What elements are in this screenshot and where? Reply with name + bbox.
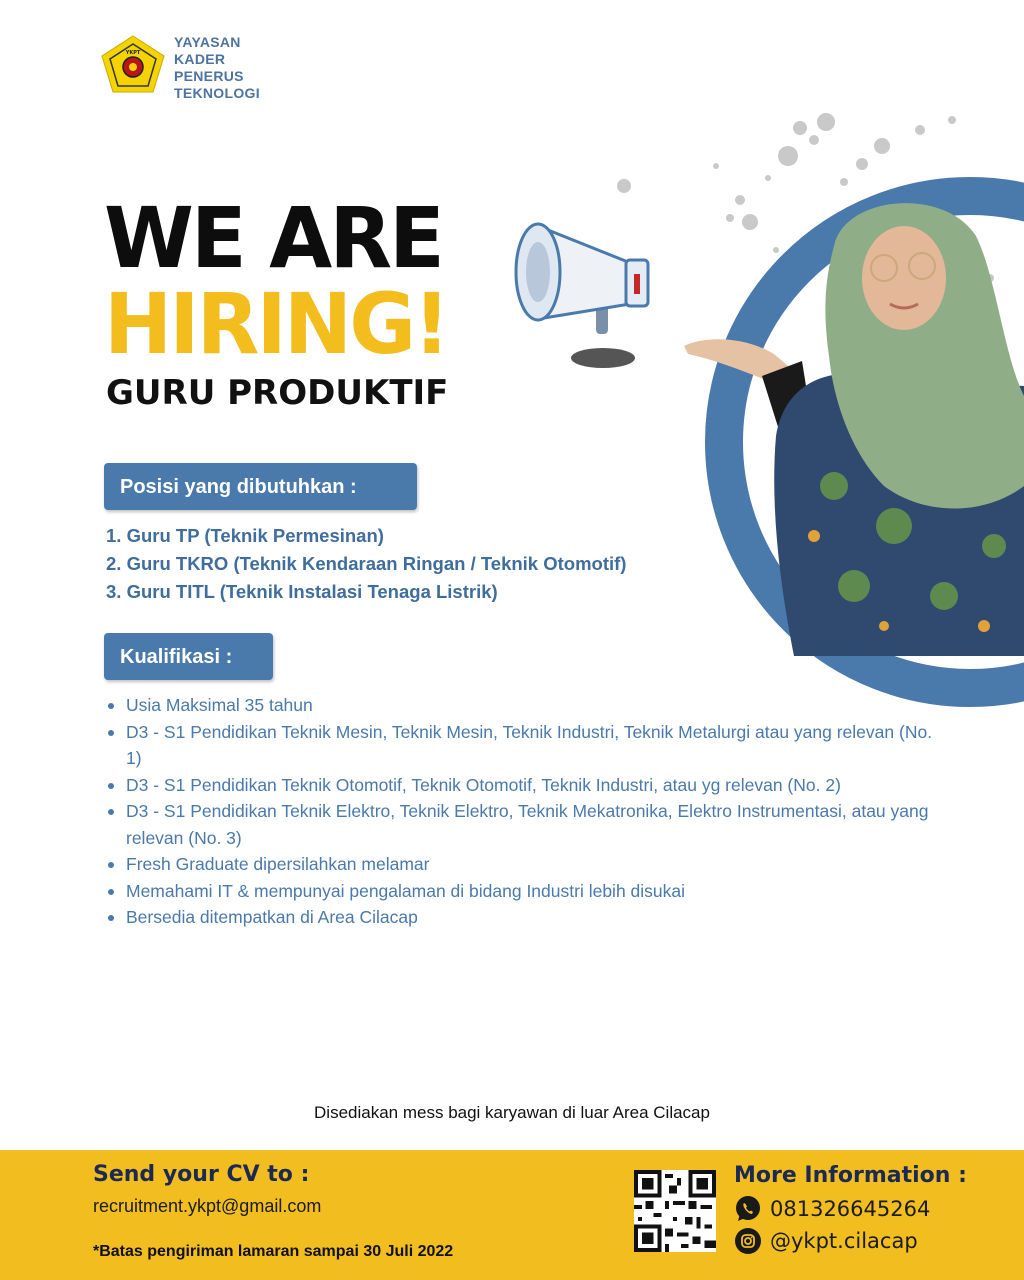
ykpt-logo-icon	[100, 34, 166, 94]
instagram-contact[interactable]	[734, 1227, 918, 1255]
position-item: 1. Guru TP (Teknik Permesinan)	[106, 525, 384, 546]
qualifications-heading: Kualifikasi :	[104, 633, 273, 680]
positions-heading: Posisi yang dibutuhkan :	[104, 463, 417, 510]
phone-number: 081326645264	[770, 1196, 931, 1221]
headline-line-1: WE ARE	[104, 189, 442, 287]
qualification-item: Usia Maksimal 35 tahun	[106, 692, 936, 719]
qualification-item: Fresh Graduate dipersilahkan melamar	[106, 851, 936, 878]
positions-list	[106, 522, 626, 606]
org-name-line: YAYASAN	[174, 34, 241, 50]
org-name-line: KADER	[174, 51, 226, 67]
application-deadline: *Batas pengiriman lamaran sampai 30 Juli 2022	[93, 1243, 454, 1260]
qualifications-list	[106, 692, 936, 931]
org-name-line: PENERUS	[174, 68, 244, 84]
headline-line-2: HIRING!	[104, 275, 448, 373]
organization-name	[174, 34, 260, 102]
recruitment-email-link[interactable]: recruitment.ykpt@gmail.com	[93, 1196, 322, 1216]
housing-note: Disediakan mess bagi karyawan di luar Area Cilacap	[314, 1103, 710, 1122]
send-cv-title: Send your CV to :	[93, 1162, 310, 1187]
qualification-item: Bersedia ditempatkan di Area Cilacap	[106, 904, 936, 931]
qualification-item: D3 - S1 Pendidikan Teknik Otomotif, Teknik Otomotif, Teknik Industri, atau yg relevan (No. 2)	[106, 772, 936, 799]
org-name-line: TEKNOLOGI	[174, 85, 260, 101]
qualification-item: Memahami IT & mempunyai pengalaman di bidang Industri lebih disukai	[106, 878, 936, 905]
svg-text:YKPT: YKPT	[125, 50, 141, 56]
woman-in-hijab-photo	[684, 186, 1024, 656]
instagram-icon	[734, 1227, 762, 1255]
qualification-item: D3 - S1 Pendidikan Teknik Mesin, Teknik Mesin, Teknik Industri, Teknik Metalurgi atau yang relevan (No. 1)	[106, 719, 936, 772]
megaphone-icon	[508, 196, 658, 376]
instagram-handle: @ykpt.cilacap	[770, 1228, 918, 1253]
whatsapp-icon	[734, 1195, 762, 1223]
headline-subtitle: GURU PRODUKTIF	[106, 373, 449, 413]
phone-contact[interactable]	[734, 1195, 930, 1223]
position-item: 3. Guru TITL (Teknik Instalasi Tenaga Listrik)	[106, 581, 498, 602]
more-information-title: More Information :	[734, 1163, 967, 1188]
position-item: 2. Guru TKRO (Teknik Kendaraan Ringan / Teknik Otomotif)	[106, 553, 627, 574]
qualification-item: D3 - S1 Pendidikan Teknik Elektro, Teknik Elektro, Teknik Mekatronika, Elektro Instrumentasi, atau yang relevan (No. 3)	[106, 798, 936, 851]
qr-code-icon[interactable]	[634, 1170, 716, 1252]
